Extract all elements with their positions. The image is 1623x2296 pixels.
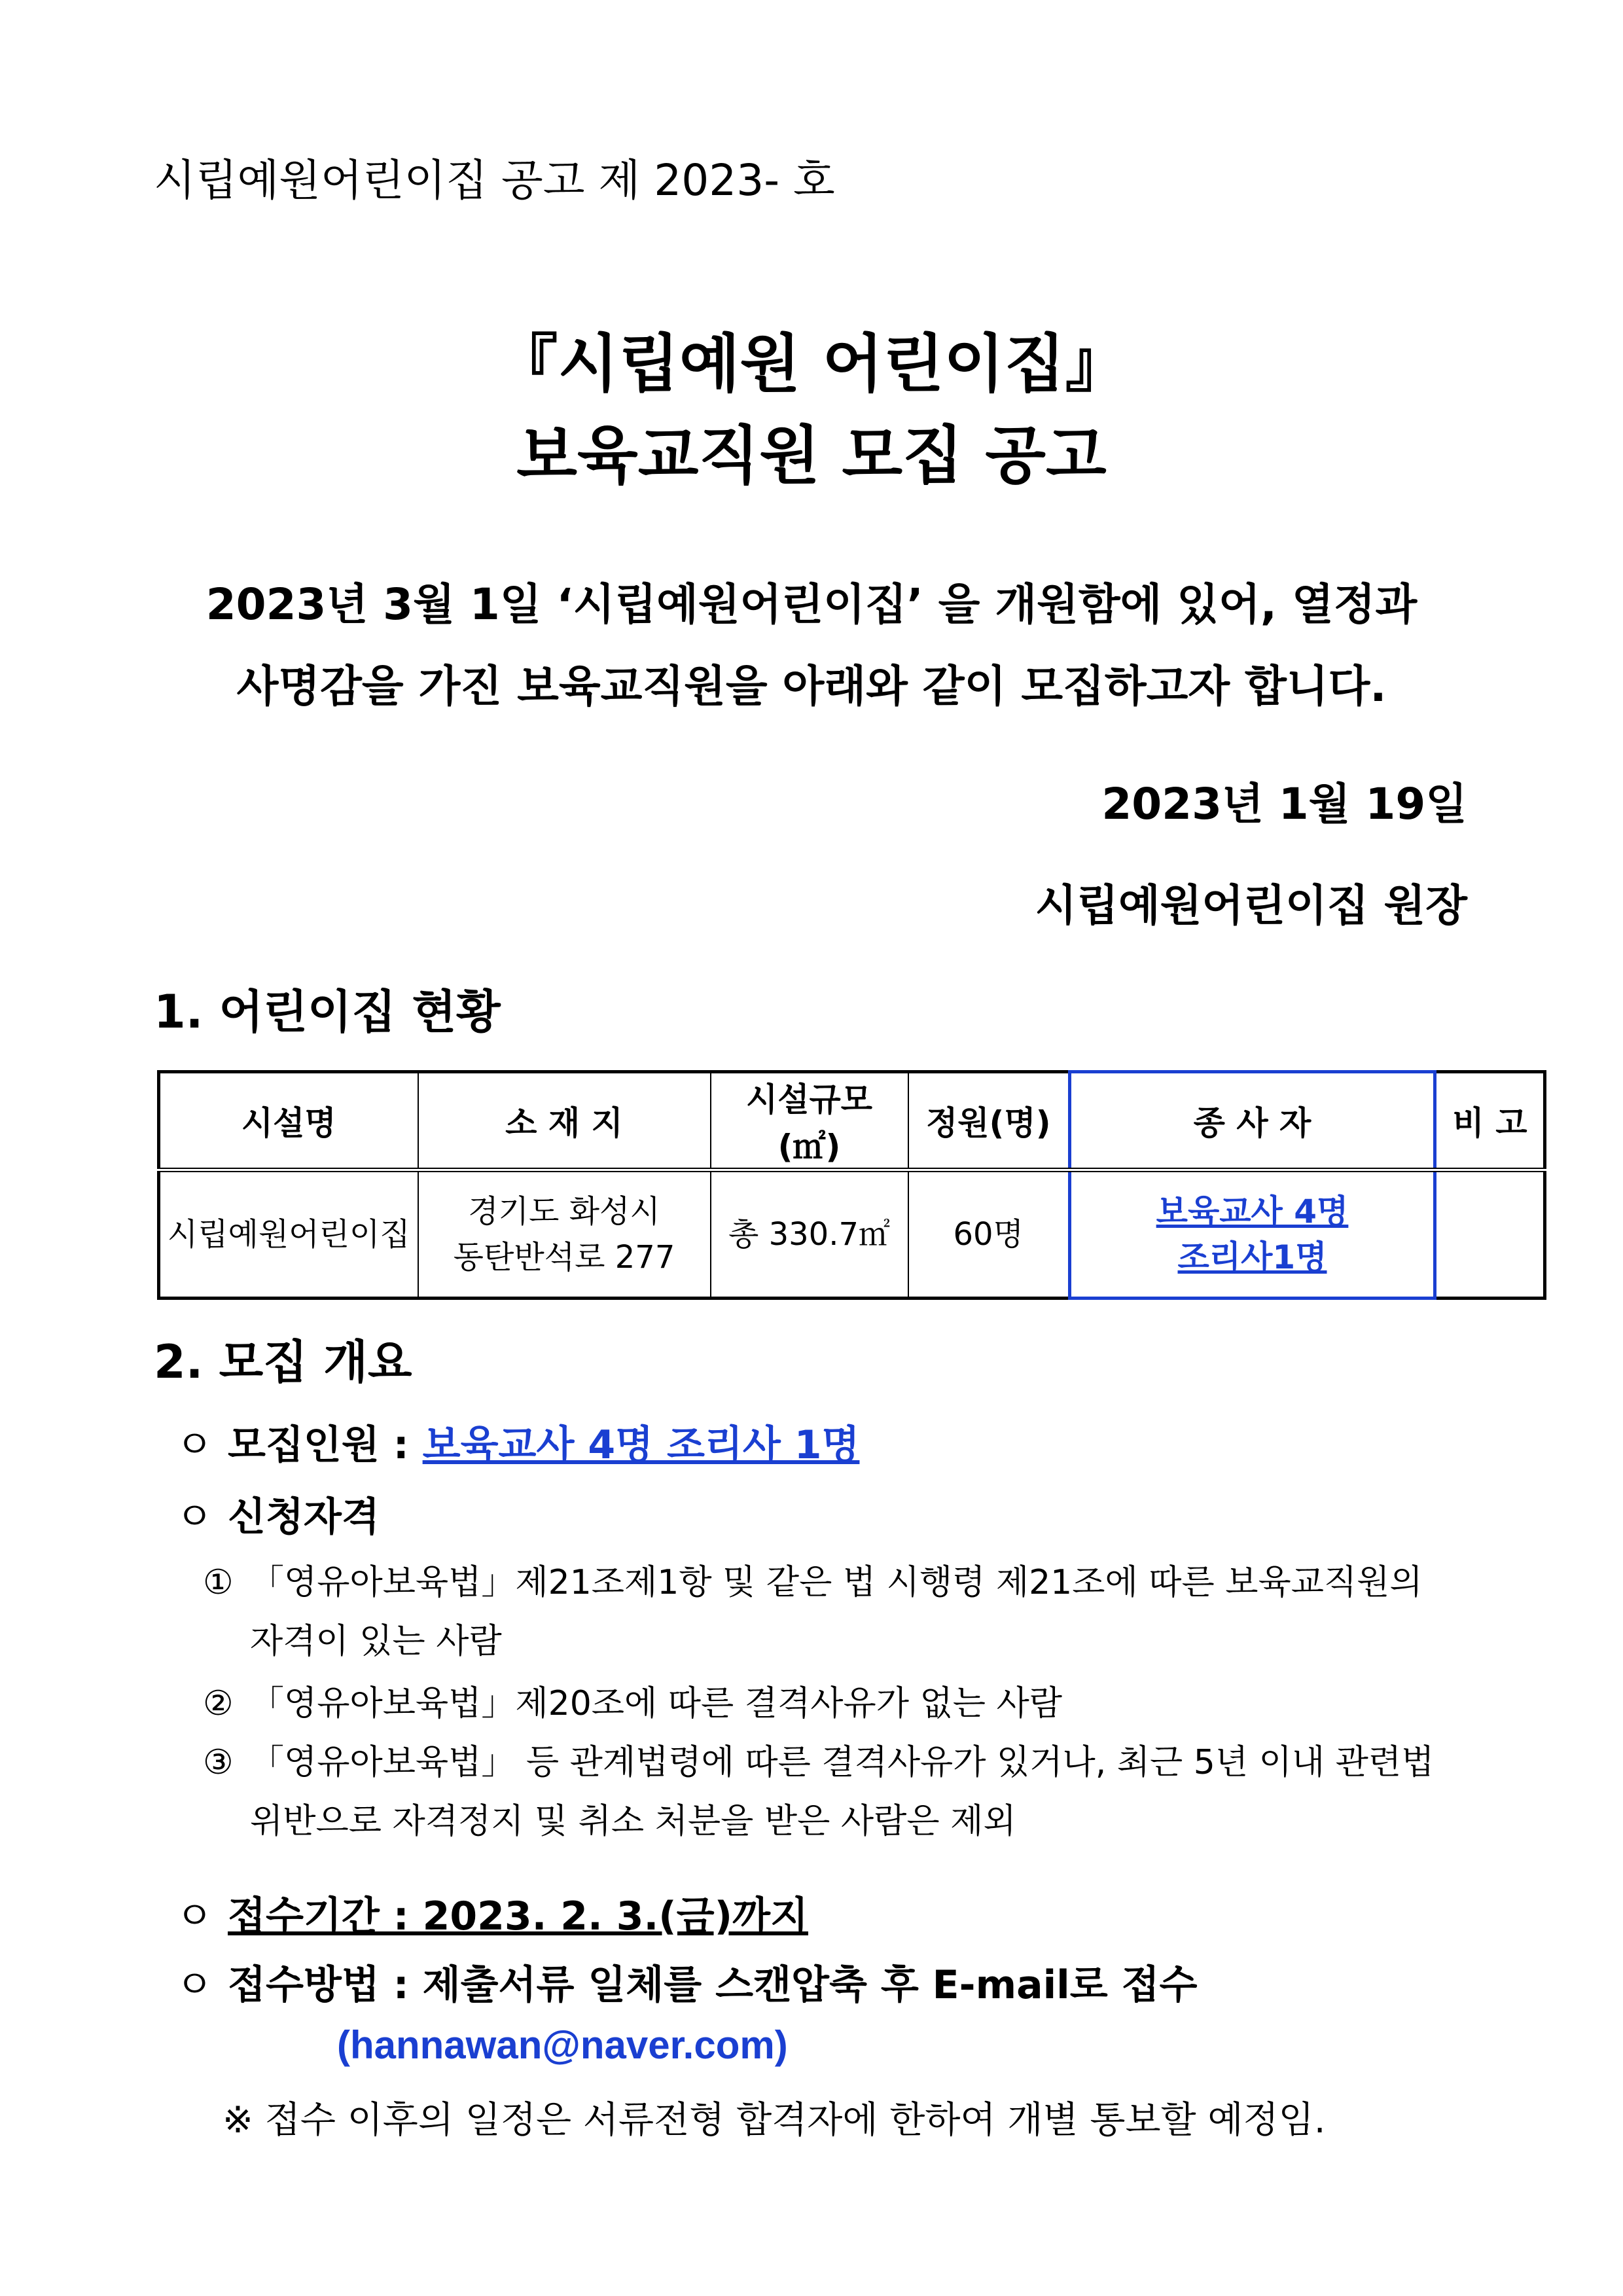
page-title-line1: 『시립예원 어린이집』: [495, 327, 1128, 401]
section2-heading: 2. 모집 개요: [154, 1335, 412, 1389]
cell-note: [1435, 1170, 1545, 1299]
cell-capacity: 60명: [908, 1170, 1070, 1299]
notice-date: 2023년 1월 19일: [1101, 779, 1467, 829]
header-size: 시설규모(㎡): [711, 1072, 908, 1170]
contact-email: (hannawan@naver.com): [337, 2023, 788, 2067]
qualification-1-text: 「영유아보육법」제21조제1항 및 같은 법 시행령 제21조에 따른 보육교직원의: [250, 1563, 1423, 1602]
header-note: 비 고: [1435, 1072, 1545, 1170]
qualification-3-cont: 위반으로 자격정지 및 취소 처분을 받은 사람은 제외: [250, 1802, 1016, 1841]
qualification-item: [175, 1486, 380, 1542]
cell-size: 총 330.7㎡: [711, 1170, 908, 1299]
method-text: 접수방법 : 제출서류 일체를 스캔압축 후 E-mail로 접수: [228, 1962, 1198, 2008]
issuer-name: 시립예원어린이집 원장: [1035, 880, 1467, 931]
recruit-item: [175, 1414, 859, 1470]
bullet-mark: ㅇ: [175, 1962, 213, 2008]
cell-facility-name: 시립예원어린이집: [159, 1170, 418, 1299]
footnote: ※ 접수 이후의 일정은 서류전형 합격자에 한하여 개별 통보할 예정임.: [223, 2099, 1326, 2142]
address-line1: 경기도 화성시: [468, 1193, 660, 1230]
recruit-label: 모집인원 :: [228, 1422, 409, 1468]
notice-number: 시립예원어린이집 공고 제 2023- 호: [154, 155, 835, 206]
period-text: 접수기간 : 2023. 2. 3.(금)까지: [228, 1893, 808, 1939]
bullet-mark: ㅇ: [175, 1422, 213, 1468]
table-header-row: [159, 1072, 1545, 1170]
qualification-3-text: 「영유아보육법」 등 관계법령에 따른 결격사유가 있거나, 최근 5년 이내 관련법: [250, 1743, 1435, 1782]
facility-table: [157, 1070, 1546, 1300]
qualification-1-number: ①: [203, 1563, 234, 1602]
qualification-3: [203, 1734, 1434, 1784]
qualification-1: [203, 1554, 1423, 1604]
cell-staff: [1070, 1170, 1435, 1299]
bullet-mark: ㅇ: [175, 1494, 213, 1540]
section1-heading: 1. 어린이집 현황: [154, 985, 501, 1039]
qualification-2-number: ②: [203, 1684, 234, 1723]
header-facility-name: 시설명: [159, 1072, 418, 1170]
qualification-2-text: 「영유아보육법」제20조에 따른 결격사유가 없는 사람: [250, 1684, 1062, 1723]
staff-cook: 조리사1명: [1177, 1238, 1327, 1276]
intro-line2: 사명감을 가진 보육교직원을 아래와 같이 모집하고자 합니다.: [236, 661, 1387, 711]
staff-teachers: 보육교사 4명: [1156, 1193, 1349, 1230]
method-item: [175, 1954, 1197, 2010]
header-address: 소 재 지: [418, 1072, 711, 1170]
address-line2: 동탄반석로 277: [453, 1239, 675, 1276]
qualification-label: 신청자격: [228, 1494, 380, 1540]
qualification-2: [203, 1676, 1062, 1725]
page-title-line2: 보육교직원 모집 공고: [516, 419, 1107, 492]
intro-line1: 2023년 3월 1일 ‘시립예원어린이집’ 을 개원함에 있어, 열정과: [205, 579, 1418, 630]
recruit-value: 보육교사 4명 조리사 1명: [422, 1422, 860, 1468]
period-item: [175, 1885, 808, 1941]
header-staff: 종 사 자: [1070, 1072, 1435, 1170]
table-row: [159, 1170, 1545, 1299]
header-capacity: 정원(명): [908, 1072, 1070, 1170]
qualification-1-cont: 자격이 있는 사람: [250, 1622, 502, 1661]
bullet-mark: ㅇ: [175, 1893, 213, 1939]
cell-address: [418, 1170, 711, 1299]
qualification-3-number: ③: [203, 1743, 234, 1782]
